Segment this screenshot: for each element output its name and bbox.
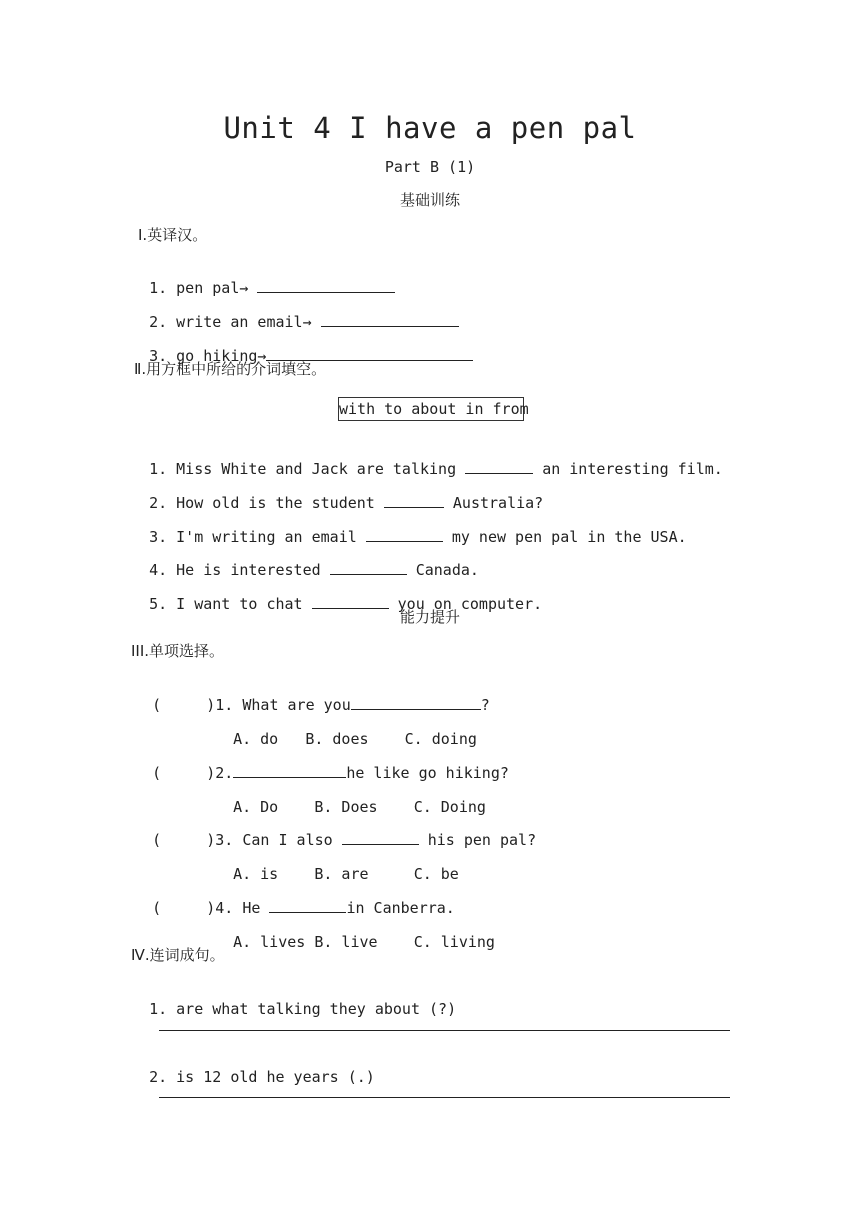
item-text-after: an interesting film. (542, 460, 723, 478)
option-b[interactable]: B. live (314, 933, 378, 951)
section-label-basic: 基础训练 (399, 191, 460, 209)
item-number: 2. (149, 494, 168, 512)
item-number: 2. (149, 313, 168, 331)
answer-blank[interactable] (233, 763, 346, 778)
item-text-after: Australia? (452, 494, 544, 512)
mc-options-4 (215, 912, 495, 952)
option-a[interactable]: A. Do (233, 798, 279, 816)
answer-bracket[interactable]: ( ) (152, 831, 216, 849)
answer-line-2[interactable] (159, 1097, 730, 1098)
item-text-before: He is interested (176, 561, 321, 579)
question-text-after: in Canberra. (346, 899, 455, 917)
item-number: 4. (149, 561, 168, 579)
item-text: go hiking→ (176, 347, 267, 365)
question-text-after: ? (480, 696, 490, 714)
answer-blank[interactable] (257, 278, 395, 293)
part-label: Part B (1) (384, 158, 476, 176)
item-number: 1. (149, 460, 168, 478)
item-text-before: I want to chat (176, 595, 303, 613)
item-text-before: How old is the student (176, 494, 375, 512)
option-b[interactable]: B. does (305, 730, 369, 748)
item-number: 1. (149, 1000, 168, 1018)
item-number: 5. (149, 595, 168, 613)
question-number: 2. (215, 764, 234, 782)
word-box: with to about in from (338, 397, 524, 421)
item-number: 2. (149, 1068, 168, 1086)
option-a[interactable]: A. is (233, 865, 279, 883)
question-number: 1. (215, 696, 234, 714)
option-a[interactable]: A. do (233, 730, 279, 748)
option-b[interactable]: B. Does (314, 798, 378, 816)
item-text: are what talking they about (?) (176, 1000, 457, 1018)
option-c[interactable]: C. living (413, 933, 495, 951)
question-number: 4. (215, 899, 234, 917)
option-c[interactable]: C. doing (404, 730, 477, 748)
answer-bracket[interactable]: ( ) (152, 899, 216, 917)
question-text-after: he like go hiking? (346, 764, 509, 782)
question-text-before: He (242, 899, 261, 917)
page-title: Unit 4 I have a pen pal (223, 111, 637, 145)
section1-heading: Ⅰ.英译汉。 (138, 226, 208, 244)
section4-item-2 (131, 1047, 375, 1087)
question-text-after: his pen pal? (427, 831, 537, 849)
section2-heading: Ⅱ.用方框中所给的介词填空。 (134, 360, 327, 378)
item-text-before: I'm writing an email (176, 528, 357, 546)
item-text: write an email→ (176, 313, 312, 331)
answer-blank[interactable] (351, 695, 481, 710)
item-number: 3. (149, 347, 168, 365)
option-b[interactable]: B. are (314, 865, 369, 883)
section3-heading: III.单项选择。 (131, 642, 225, 660)
item-text-after: you on computer. (397, 595, 543, 613)
question-text-before: What are you (242, 696, 351, 714)
question-number: 3. (215, 831, 234, 849)
answer-blank[interactable] (269, 898, 346, 913)
answer-blank[interactable] (342, 830, 419, 845)
answer-blank[interactable] (321, 312, 459, 327)
answer-line-1[interactable] (159, 1030, 730, 1031)
section4-item-1 (131, 979, 456, 1019)
item-text-before: Miss White and Jack are talking (176, 460, 457, 478)
item-text: is 12 old he years (.) (176, 1068, 375, 1086)
option-c[interactable]: C. Doing (413, 798, 486, 816)
answer-bracket[interactable]: ( ) (152, 764, 216, 782)
answer-blank[interactable] (384, 493, 444, 508)
item-number: 1. (149, 279, 168, 297)
item-text: pen pal→ (176, 279, 249, 297)
answer-blank[interactable] (465, 459, 533, 474)
item-number: 3. (149, 528, 168, 546)
option-a[interactable]: A. lives (233, 933, 306, 951)
section-label-ability: 能力提升 (399, 608, 460, 626)
item-text-after: Canada. (415, 561, 479, 579)
question-text-before: Can I also (242, 831, 333, 849)
item-text-after: my new pen pal in the USA. (451, 528, 687, 546)
answer-bracket[interactable]: ( ) (152, 696, 216, 714)
section4-heading: Ⅳ.连词成句。 (131, 946, 225, 964)
answer-blank[interactable] (330, 560, 407, 575)
option-c[interactable]: C. be (413, 865, 459, 883)
